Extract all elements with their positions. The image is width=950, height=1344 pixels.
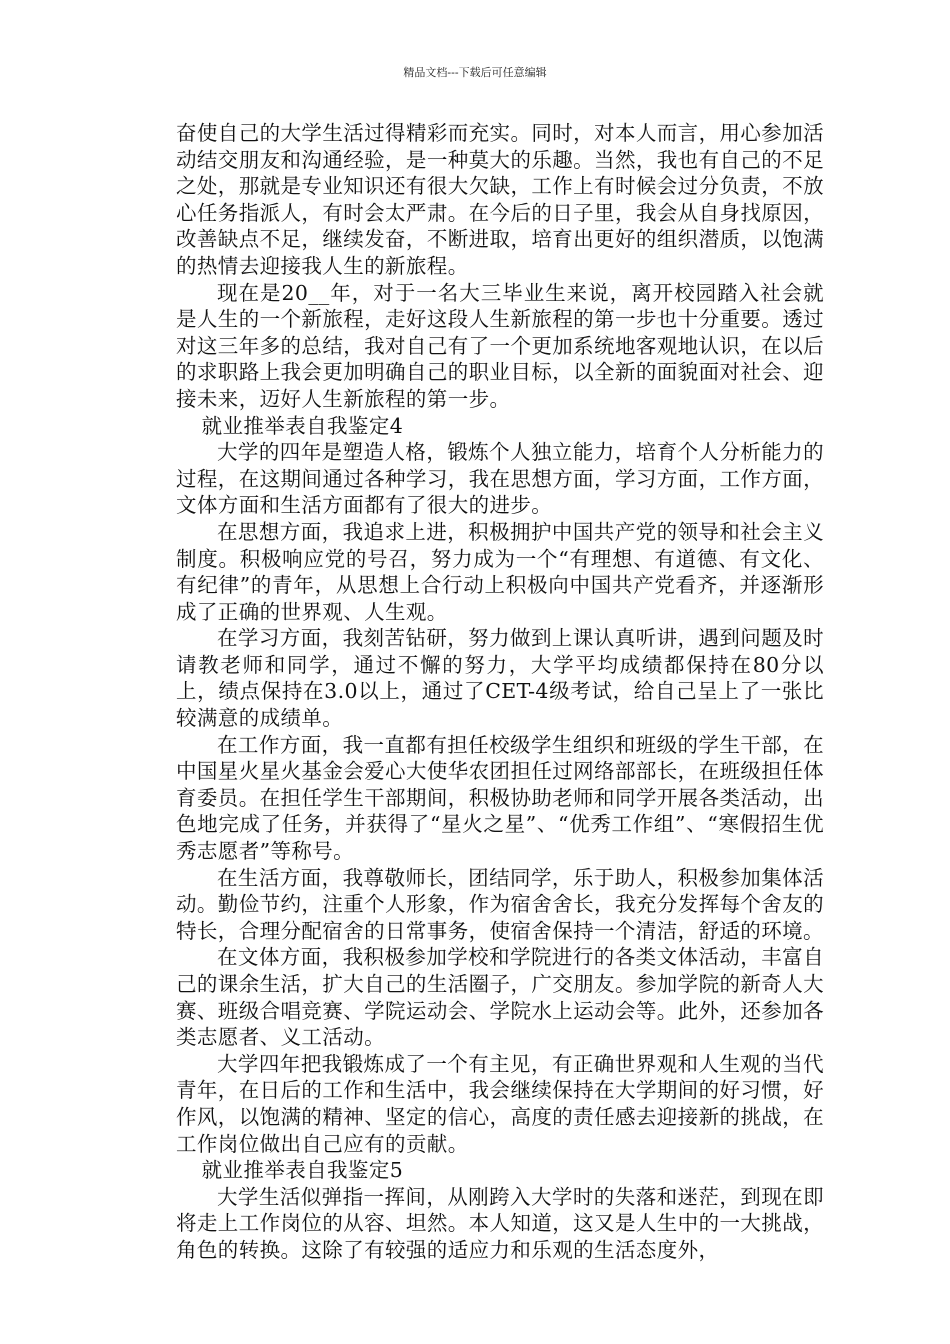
section-heading-5: 就业推举表自我鉴定5 bbox=[201, 1158, 404, 1183]
paragraph-6: 在工作方面，我一直都有担任校级学生组织和班级的学生干部，在中国星火星火基金会爱心大使华农团担任过网络部部长，在班级担任体育委员。在担任学生干部期间，积极协助老师和同学开展各类活动，出色地完成了任务，并获得了“星火之星”、“优秀工作组”、“寒假招生优秀志愿者”等称号。 bbox=[176, 732, 824, 864]
paragraph-3: 大学的四年是塑造人格，锻炼个人独立能力，培育个人分析能力的过程，在这期间通过各种学习，我在思想方面，学习方面，工作方面，文体方面和生活方面都有了很大的进步。 bbox=[176, 440, 824, 518]
paragraph-9: 大学四年把我锻炼成了一个有主见，有正确世界观和人生观的当代青年，在日后的工作和生活中，我会继续保持在大学期间的好习惯，好作风，以饱满的精神、坚定的信心，高度的责任感去迎接新的挑战，在工作岗位做出自己应有的贡献。 bbox=[176, 1051, 824, 1156]
document-body bbox=[176, 120, 824, 1264]
paragraph-4: 在思想方面，我追求上进，积极拥护中国共产党的领导和社会主义制度。积极响应党的号召，努力成为一个“有理想、有道德、有文化、有纪律”的青年，从思想上合行动上积极向中国共产党看齐，并逐渐形成了正确的世界观、人生观。 bbox=[176, 519, 824, 624]
paragraph-8: 在文体方面，我积极参加学校和学院进行的各类文体活动，丰富自己的课余生活，扩大自己的生活圈子，广交朋友。参加学院的新奇人大赛、班级合唱竞赛、学院运动会、学院水上运动会等。此外，还参加各类志愿者、义工活动。 bbox=[176, 945, 824, 1050]
section-heading-4: 就业推举表自我鉴定4 bbox=[201, 413, 404, 438]
paragraph-10: 大学生活似弹指一挥间，从刚跨入大学时的失落和迷茫，到现在即将走上工作岗位的从容、坦然。本人知道，这又是人生中的一大挑战，角色的转换。这除了有较强的适应力和乐观的生活态度外， bbox=[176, 1184, 824, 1262]
page-header: 精品文档---下载后可任意编辑 bbox=[403, 66, 547, 79]
paragraph-2: 现在是20__年，对于一名大三毕业生来说，离开校园踏入社会就是人生的一个新旅程，走好这段人生新旅程的第一步也十分重要。透过对这三年多的总结，我对自己有了一个更加系统地客观地认识，在以后的求职路上我会更加明确自己的职业目标，以全新的面貌面对社会、迎接未来，迈好人生新旅程的第一步。 bbox=[176, 280, 824, 411]
paragraph-1: 奋使自己的大学生活过得精彩而充实。同时，对本人而言，用心参加活动结交朋友和沟通经验，是一种莫大的乐趣。当然，我也有自己的不足之处，那就是专业知识还有很大欠缺，工作上有时候会过分负责，不放心任务指派人，有时会太严肃。在今后的日子里，我会从自身找原因，改善缺点不足，继续发奋，不断进取，培育出更好的组织潜质，以饱满的热情去迎接我人生的新旅程。 bbox=[176, 121, 824, 278]
paragraph-5: 在学习方面，我刻苦钻研，努力做到上课认真听讲，遇到问题及时请教老师和同学，通过不懈的努力，大学平均成绩都保持在80分以上，绩点保持在3.0以上，通过了CET-4级考试，给自己呈上了一张比较满意的成绩单。 bbox=[176, 626, 824, 731]
paragraph-7: 在生活方面，我尊敬师长，团结同学，乐于助人，积极参加集体活动。勤俭节约，注重个人形象，作为宿舍舍长，我充分发挥每个舍友的特长，合理分配宿舍的日常事务，使宿舍保持一个清洁，舒适的环境。 bbox=[176, 865, 824, 943]
